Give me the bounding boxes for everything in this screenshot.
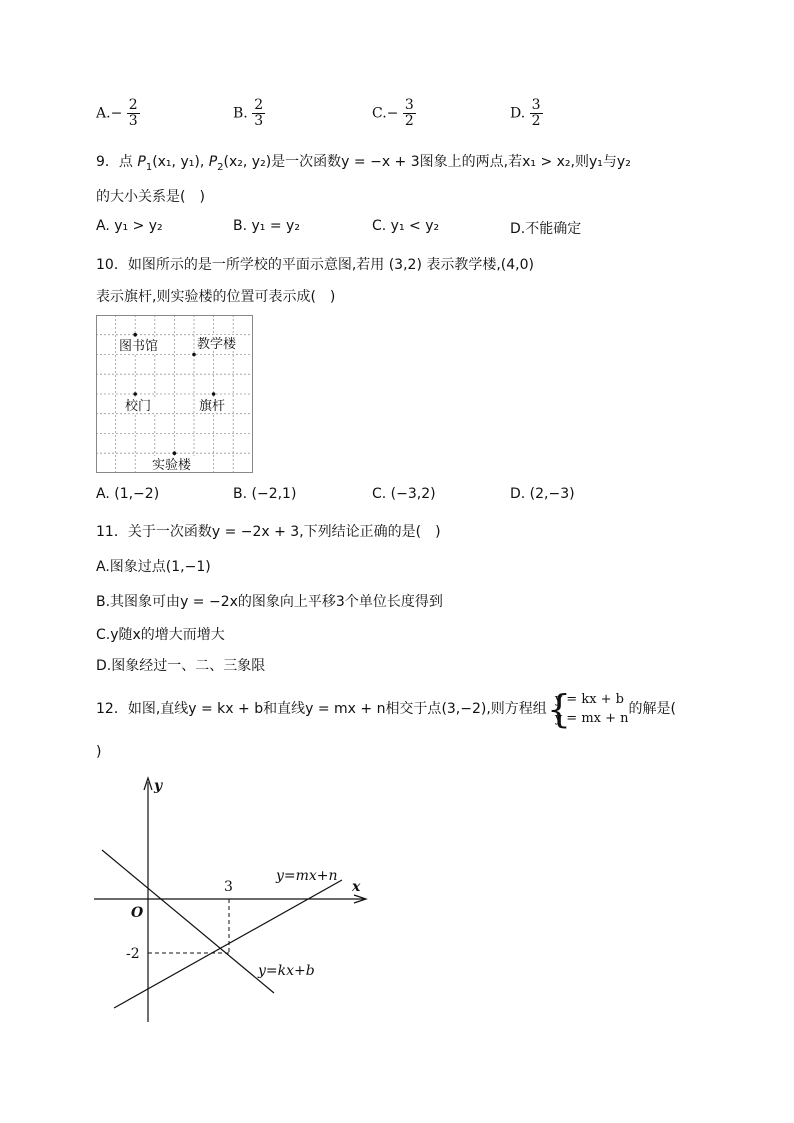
stem-text: 相交于点 <box>385 701 442 717</box>
point-p1: P <box>137 154 146 170</box>
question-number: 9．点 <box>96 154 138 170</box>
q10-stem-line2: 表示旗杆,则实验楼的位置可表示成( ) <box>96 289 336 305</box>
stem-text: 11．关于一次函数 <box>96 524 212 540</box>
numerator: 2 <box>254 97 264 113</box>
q12-graph <box>90 770 380 1030</box>
y-axis-label: y <box>154 778 163 794</box>
equation-1: y = kx + b <box>554 692 625 707</box>
option-text: B.其图象可由 <box>96 594 181 610</box>
y1-var: y₁ <box>589 154 603 170</box>
subscript: 2 <box>217 161 224 173</box>
q10-option-b: B. (−2,1) <box>233 486 297 502</box>
denominator: 3 <box>254 113 264 129</box>
stem-text: ,则方程组 <box>486 701 547 717</box>
point-expr: (1,−1) <box>165 559 211 575</box>
option-label: B. <box>233 105 248 122</box>
numerator: 2 <box>128 97 138 113</box>
numerator: 3 <box>531 97 541 113</box>
q11-stem <box>96 521 441 541</box>
equation-2: y = mx + n <box>554 711 629 726</box>
function-expr: y = −x + 3 <box>341 154 420 170</box>
line1-expr: y = kx + b <box>188 701 264 717</box>
condition-expr: x₁ > x₂ <box>522 154 571 170</box>
function-expr: y = −2x + 3 <box>211 524 300 540</box>
q12-close-paren: ) <box>96 744 102 760</box>
y-tick-label: -2 <box>126 946 140 962</box>
q10-stem-line1: 10．如图所示的是一所学校的平面示意图,若用 (3,2) 表示教学楼,(4,0) <box>96 257 534 273</box>
minus-sign: − <box>110 105 123 122</box>
brace-icon: { <box>546 687 571 731</box>
stem-text: ,下列结论正确的是( ) <box>299 524 441 540</box>
q9-option-c: C. y₁ < y₂ <box>372 218 440 234</box>
flagpole-dot <box>212 392 216 396</box>
map-label-lab-building: 实验楼 <box>152 458 192 473</box>
q8-option-b <box>233 98 265 129</box>
fraction <box>127 98 140 129</box>
stem-text: 图象上的两点,若 <box>419 154 523 170</box>
q9-option-b: B. y₁ = y₂ <box>233 218 300 234</box>
q9-option-d: D.不能确定 <box>510 221 582 237</box>
denominator: 2 <box>531 113 541 129</box>
option-label: C. <box>372 105 387 122</box>
label-mx-n: y=mx+n <box>276 868 338 884</box>
q9-stem-line2: 的大小关系是( ) <box>96 189 205 205</box>
origin-label: O <box>131 905 144 921</box>
subscript: 1 <box>145 161 153 173</box>
fraction <box>252 98 265 129</box>
separator: , <box>199 154 209 170</box>
school-map-figure <box>96 315 253 473</box>
q12-stem <box>96 687 676 731</box>
label-kx-b: y=kx+b <box>258 963 315 979</box>
q10-option-d: D. (2,−3) <box>510 486 575 502</box>
map-label-school-gate: 校门 <box>125 399 152 414</box>
q8-option-c <box>372 98 416 129</box>
q9-option-a: A. y₁ > y₂ <box>96 218 163 234</box>
denominator: 3 <box>128 113 138 129</box>
map-label-teaching-building: 教学楼 <box>197 337 237 352</box>
minus-sign: − <box>386 105 399 122</box>
fraction <box>403 98 416 129</box>
q11-option-d: D.图象经过一、二、三象限 <box>96 658 266 674</box>
point-p2: P <box>208 154 218 170</box>
denominator: 2 <box>404 113 414 129</box>
fraction <box>530 98 543 129</box>
stem-text: 12．如图,直线 <box>96 701 189 717</box>
library-dot <box>133 333 137 337</box>
line2-expr: y = mx + n <box>305 701 386 717</box>
stem-text: ,则 <box>570 154 589 170</box>
y2-var: y₂ <box>616 154 631 170</box>
numerator: 3 <box>404 97 414 113</box>
q10-option-c: C. (−3,2) <box>372 486 436 502</box>
q11-option-c: C.y随x的增大而增大 <box>96 627 225 643</box>
q9-stem-line1 <box>96 151 631 173</box>
q10-option-a: A. (1,−2) <box>96 486 160 502</box>
lab-building-dot <box>173 451 177 455</box>
p2-coords: (x₂, y₂) <box>223 154 272 170</box>
stem-text: 与 <box>602 154 617 170</box>
teaching-building-dot <box>192 353 196 357</box>
q11-option-a <box>96 556 211 576</box>
option-text: A.图象过点 <box>96 559 166 575</box>
q11-option-b <box>96 591 443 611</box>
stem-text: 和直线 <box>263 701 306 717</box>
x-tick-label: 3 <box>224 879 233 895</box>
p1-coords: (x₁, y₁) <box>152 154 200 170</box>
stem-text: 是一次函数 <box>271 154 342 170</box>
q8-option-d <box>510 98 543 129</box>
function-expr: y = −2x <box>180 594 238 610</box>
school-gate-dot <box>133 392 137 396</box>
stem-text: 的解是( <box>628 701 676 717</box>
map-label-flagpole: 旗杆 <box>199 399 226 414</box>
point-expr: (3,−2) <box>441 701 487 717</box>
x-axis-label: x <box>352 879 361 895</box>
line-kx-b <box>102 850 274 993</box>
map-label-library: 图书馆 <box>119 339 159 354</box>
option-label: A. <box>96 105 111 122</box>
option-label: D. <box>510 105 526 122</box>
q8-option-a <box>96 98 140 129</box>
equation-system <box>546 687 629 731</box>
option-text: 的图象向上平移3个单位长度得到 <box>237 594 443 610</box>
